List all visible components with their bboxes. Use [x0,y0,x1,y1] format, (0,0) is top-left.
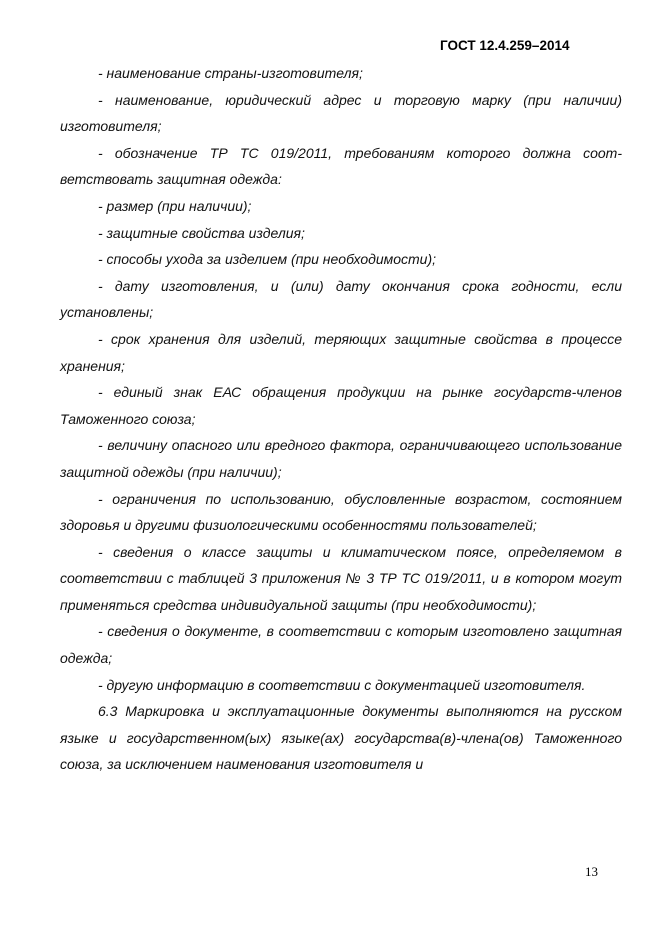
list-item: - дату изготовления, и (или) дату окончания срока годности, если установлены; [60,277,622,321]
list-item: - размер (при наличии); [98,197,252,214]
section-paragraph-6-3: 6.3 Маркировка и эксплуатационные документы выполняются на русском языке и государственном(ых) языке(ах) государства(в)-члена(ов) Таможенного союза, за исключением наименования изготовителя и [60,703,622,773]
list-item: - другую информацию в соответствии с документацией изготовителя. [98,676,586,693]
list-item: - обозначение ТР ТС 019/2011, требованиям которого должна соответствовать защитная одежда: [60,144,622,188]
list-item: - наименование, юридический адрес и торговую марку (при наличии) изготовителя; [60,91,622,135]
list-item: - наименование страны-изготовителя; [98,65,363,81]
list-item: - сведения о документе, в соответствии с которым изготовлено защитная одежда; [60,623,622,667]
list-item: - защитные свойства изделия; [98,224,305,241]
page-number: 13 [585,864,598,879]
list-item: - сведения о классе защиты и климатическом поясе, определяемом в соответствии с таблицей 3 приложения № 3 ТР ТС 019/2011, и в котором могут применяться средства индивидуальной защиты (при необходимости); [60,543,622,613]
document-code-header: ГОСТ 12.4.259–2014 [440,38,570,53]
list-item: - единый знак ЕАС обращения продукции на рынке государств-членов Таможенного союза; [60,384,622,427]
list-item: - способы ухода за изделием (при необходимости); [98,251,437,268]
document-body [60,60,622,778]
list-item: - срок хранения для изделий, теряющих защитные свойства в процессе хранения; [60,330,622,374]
list-item: - величину опасного или вредного фактора, ограничивающего использование защитной одежды (при наличии); [60,437,622,480]
list-item: - ограничения по использованию, обусловленные возрастом, состоянием здоровья и другими физиологическими особенностями пользователей; [60,490,622,534]
